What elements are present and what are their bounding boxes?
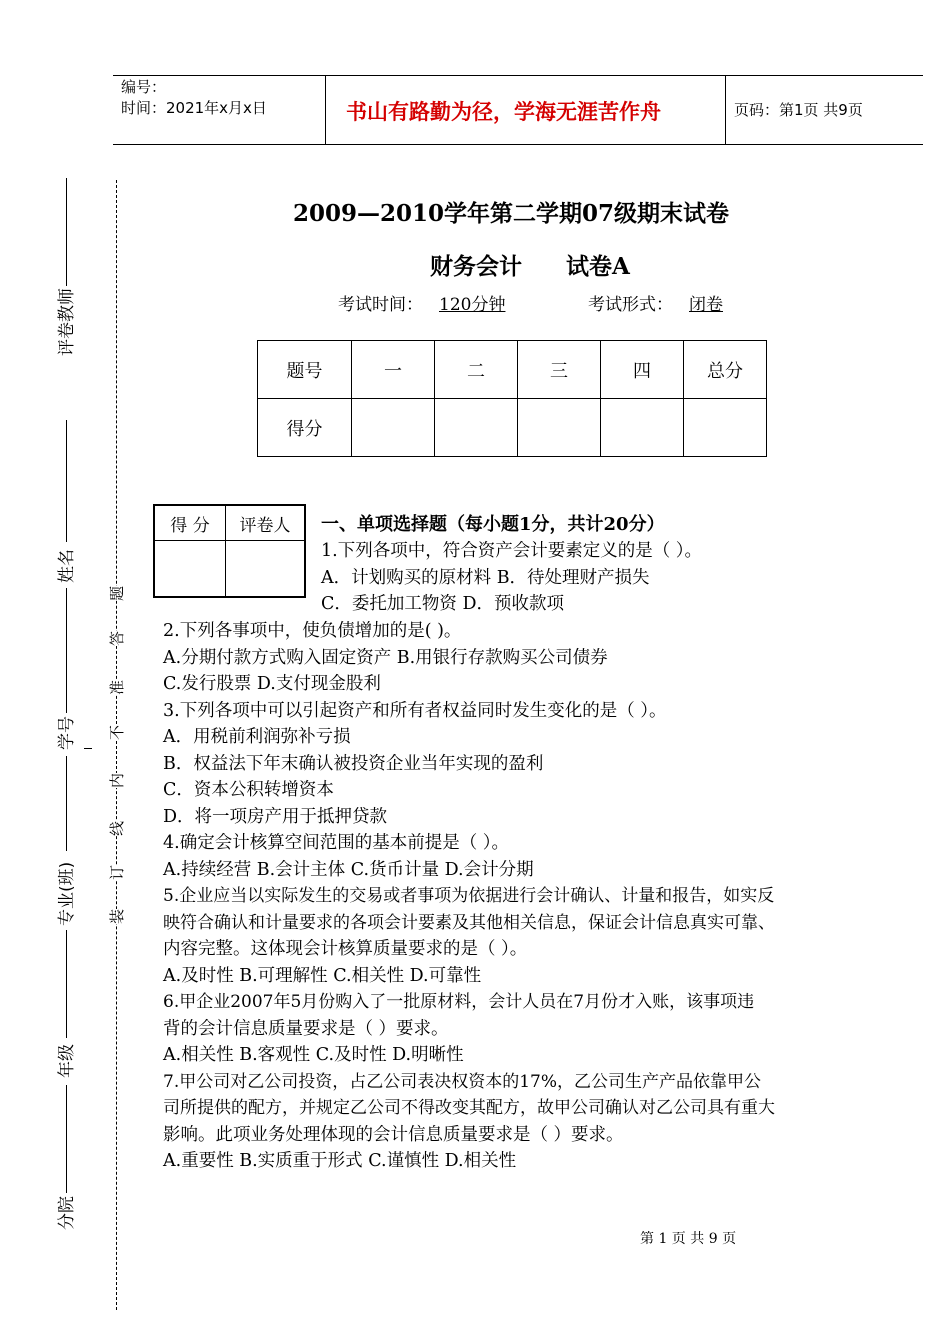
- score-cell[interactable]: [352, 399, 435, 457]
- question-line: A.及时性 B.可理解性 C.相关性 D.可靠性: [163, 966, 482, 986]
- grader-score-cell[interactable]: [154, 541, 226, 598]
- header-divider-left: [325, 75, 326, 145]
- question-line: 影响。此项业务处理体现的会计信息质量要求是（ ）要求。: [163, 1125, 624, 1145]
- sidebar-student-no-label: 学号: [57, 716, 77, 750]
- question-line: D．将一项房产用于抵押贷款: [163, 807, 388, 827]
- exam-form-value: 闭卷: [689, 295, 723, 315]
- sideline-name: [66, 420, 67, 542]
- question-line: A．用税前利润弥补亏损: [163, 727, 351, 747]
- score-header-cell: 三: [518, 341, 601, 399]
- question-line: 3.下列各项中可以引起资产和所有者权益同时发生变化的是（ ）。: [163, 701, 667, 721]
- binding-char-5: 不: [108, 724, 127, 741]
- question-line: 6.甲企业2007年5月份购入了一批原材料，会计人员在7月份才入账，该事项违: [163, 992, 755, 1012]
- sideline-teacher: [66, 178, 67, 286]
- question-line: C.发行股票 D.支付现金股利: [163, 674, 381, 694]
- score-cell[interactable]: [435, 399, 518, 457]
- question-line: C．资本公积转增资本: [163, 780, 334, 800]
- binding-char-4: 内: [108, 772, 127, 789]
- exam-time-value: 120分钟: [439, 295, 506, 315]
- header-page-info: 页码：第1页 共9页: [734, 101, 863, 119]
- score-row-label: 得分: [258, 399, 352, 457]
- sideline-student-no: [66, 588, 67, 713]
- score-header-cell: 二: [435, 341, 518, 399]
- binding-char-2: 订: [108, 864, 127, 881]
- score-table: [257, 340, 767, 457]
- question-line: A.持续经营 B.会计主体 C.货币计量 D.会计分期: [163, 860, 534, 880]
- score-cell[interactable]: [518, 399, 601, 457]
- question-line: 内容完整。这体现会计核算质量要求的是（ ）。: [163, 939, 528, 959]
- question-line: 5.企业应当以实际发生的交易或者事项为依据进行会计确认、计量和报告，如实反: [163, 886, 775, 906]
- question-line: C．委托加工物资 D．预收款项: [321, 594, 564, 614]
- course-title: 财务会计: [430, 253, 522, 280]
- exam-time-label: 考试时间：: [338, 295, 423, 315]
- binding-char-8: 题: [108, 585, 127, 602]
- grader-box: [153, 504, 306, 598]
- binding-dash-mark: [84, 748, 92, 749]
- header-top-rule: [113, 75, 923, 76]
- header-number-label: 编号：: [121, 78, 167, 96]
- binding-dotted-line: [116, 180, 117, 1310]
- sideline-major: [66, 756, 67, 851]
- grader-name-label: 评卷人: [226, 505, 306, 541]
- question-line: 映符合确认和计量要求的各项会计要素及其他相关信息，保证会计信息真实可靠、: [163, 913, 775, 933]
- sidebar-major-label: 专业(班): [57, 861, 77, 926]
- sidebar-grade-label: 年级: [57, 1044, 77, 1078]
- grader-score-label: 得 分: [154, 505, 226, 541]
- header-time-label: 时间：2021年x月x日: [121, 99, 267, 117]
- score-cell[interactable]: [684, 399, 767, 457]
- score-table-header-row: [258, 341, 767, 399]
- grader-name-cell[interactable]: [226, 541, 306, 598]
- question-line: 4.确定会计核算空间范围的基本前提是（ ）。: [163, 833, 510, 853]
- binding-char-1: 装: [108, 908, 127, 925]
- score-header-cell: 题号: [258, 341, 352, 399]
- score-header-cell: 总分: [684, 341, 767, 399]
- question-line: B．权益法下年末确认被投资企业当年实现的盈利: [163, 754, 544, 774]
- score-header-cell: 一: [352, 341, 435, 399]
- question-line: 1.下列各项中，符合资产会计要素定义的是（ ）。: [321, 541, 703, 561]
- sidebar-teacher-label: 评卷教师: [57, 288, 77, 356]
- question-line: A.相关性 B.客观性 C.及时性 D.明晰性: [163, 1045, 464, 1065]
- header-divider-right: [725, 75, 726, 145]
- score-cell[interactable]: [601, 399, 684, 457]
- question-line: A.重要性 B.实质重于形式 C.谨慎性 D.相关性: [163, 1151, 517, 1171]
- question-line: 司所提供的配方，并规定乙公司不得改变其配方，故甲公司确认对乙公司具有重大: [163, 1098, 775, 1118]
- paper-title: 试卷A: [566, 253, 630, 280]
- exam-form-label: 考试形式：: [588, 295, 673, 315]
- footer-page-number: 第 1 页 共 9 页: [640, 1231, 737, 1247]
- section-title: 一、单项选择题（每小题1分，共计20分）: [321, 514, 665, 535]
- binding-char-7: 答: [108, 630, 127, 647]
- exam-title: 2009—2010学年第二学期07级期末试卷: [293, 200, 730, 227]
- header-bottom-rule: [113, 144, 923, 145]
- question-line: A.分期付款方式购入固定资产 B.用银行存款购买公司债券: [163, 648, 608, 668]
- question-line: 背的会计信息质量要求是（ ）要求。: [163, 1019, 449, 1039]
- question-line: 2.下列各事项中，使负债增加的是( )。: [163, 621, 462, 641]
- header-motto: 书山有路勤为径，学海无涯苦作舟: [346, 100, 661, 124]
- score-table-score-row: [258, 399, 767, 457]
- sidebar-college-label: 分院: [57, 1196, 77, 1230]
- question-line: 7.甲公司对乙公司投资，占乙公司表决权资本的17%，乙公司生产产品依靠甲公: [163, 1072, 762, 1092]
- score-header-cell: 四: [601, 341, 684, 399]
- sidebar-name-label: 姓名: [57, 549, 77, 583]
- sideline-college: [66, 1085, 67, 1193]
- sideline-grade: [66, 930, 67, 1038]
- binding-char-6: 准: [108, 679, 127, 696]
- question-line: A．计划购买的原材料 B．待处理财产损失: [321, 568, 650, 588]
- binding-char-3: 线: [108, 820, 127, 837]
